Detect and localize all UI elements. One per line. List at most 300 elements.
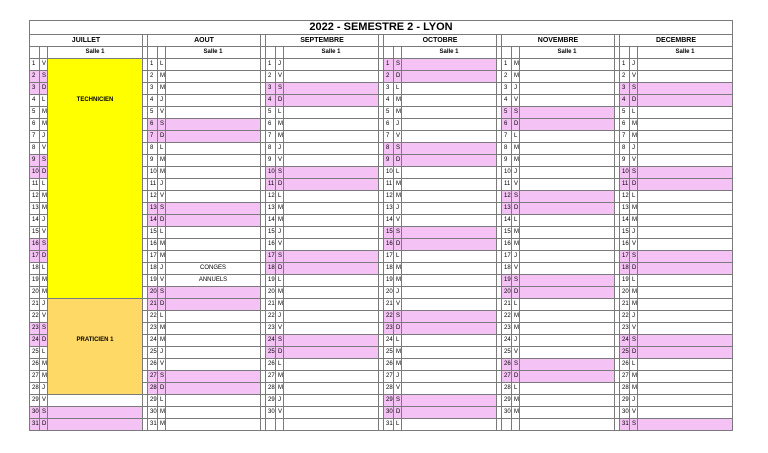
- weekday-letter: V: [40, 311, 48, 323]
- weekday-letter: M: [630, 299, 638, 311]
- day-slot[interactable]: [166, 71, 261, 83]
- weekday-letter: J: [512, 335, 520, 347]
- day-slot[interactable]: [520, 383, 615, 395]
- day-slot[interactable]: [520, 335, 615, 347]
- day-slot[interactable]: [638, 287, 733, 299]
- weekday-letter: M: [276, 287, 284, 299]
- day-slot[interactable]: [638, 83, 733, 95]
- day-slot[interactable]: [284, 83, 379, 95]
- day-slot[interactable]: [638, 203, 733, 215]
- weekday-letter: J: [158, 179, 166, 191]
- day-slot[interactable]: [520, 191, 615, 203]
- day-slot[interactable]: [638, 95, 733, 107]
- event-label: TECHNICIEN: [76, 97, 114, 103]
- day-slot[interactable]: [166, 347, 261, 359]
- day-slot[interactable]: [638, 131, 733, 143]
- day-slot[interactable]: [166, 251, 261, 263]
- weekday-letter: V: [394, 131, 402, 143]
- day-slot[interactable]: [284, 275, 379, 287]
- day-slot[interactable]: [520, 155, 615, 167]
- day-slot[interactable]: [284, 239, 379, 251]
- day-slot[interactable]: [284, 59, 379, 71]
- day-slot[interactable]: [284, 287, 379, 299]
- day-number: 18: [384, 263, 394, 275]
- day-number: 20: [620, 287, 630, 299]
- weekday-letter: V: [276, 239, 284, 251]
- weekday-letter: M: [276, 131, 284, 143]
- day-number: 25: [148, 347, 158, 359]
- weekday-letter: M: [40, 191, 48, 203]
- day-slot[interactable]: [402, 203, 497, 215]
- day-number: 22: [266, 311, 276, 323]
- month-header: OCTOBRE: [384, 35, 497, 47]
- day-slot[interactable]: [402, 395, 497, 407]
- weekday-letter: M: [40, 119, 48, 131]
- day-slot[interactable]: [284, 407, 379, 419]
- day-slot[interactable]: [520, 119, 615, 131]
- day-slot[interactable]: [284, 167, 379, 179]
- room-day-blank: [384, 47, 394, 59]
- day-slot[interactable]: [638, 335, 733, 347]
- day-number: 22: [502, 311, 512, 323]
- weekday-letter: S: [630, 419, 638, 431]
- day-slot[interactable]: [520, 359, 615, 371]
- weekday-letter: J: [630, 311, 638, 323]
- weekday-letter: V: [512, 179, 520, 191]
- day-slot[interactable]: [520, 107, 615, 119]
- day-number: 1: [502, 59, 512, 71]
- weekday-letter: M: [394, 179, 402, 191]
- day-number: 31: [30, 419, 40, 431]
- day-slot[interactable]: [166, 227, 261, 239]
- day-number: 16: [30, 239, 40, 251]
- weekday-letter: L: [158, 395, 166, 407]
- day-slot[interactable]: [166, 83, 261, 95]
- day-number: 30: [30, 407, 40, 419]
- day-slot[interactable]: [402, 335, 497, 347]
- day-slot[interactable]: [402, 359, 497, 371]
- day-slot[interactable]: [638, 71, 733, 83]
- day-slot[interactable]: [638, 299, 733, 311]
- weekday-letter: S: [158, 287, 166, 299]
- day-slot[interactable]: [402, 371, 497, 383]
- day-number: 12: [502, 191, 512, 203]
- day-slot[interactable]: [638, 407, 733, 419]
- day-slot[interactable]: [166, 239, 261, 251]
- day-number: 8: [148, 143, 158, 155]
- day-slot[interactable]: [402, 191, 497, 203]
- day-slot[interactable]: [402, 119, 497, 131]
- day-number: 14: [30, 215, 40, 227]
- weekday-letter: L: [394, 167, 402, 179]
- day-number: 23: [266, 323, 276, 335]
- day-slot[interactable]: [284, 95, 379, 107]
- day-slot[interactable]: [166, 155, 261, 167]
- day-slot[interactable]: [638, 263, 733, 275]
- day-slot[interactable]: [284, 119, 379, 131]
- day-slot[interactable]: [520, 95, 615, 107]
- day-slot[interactable]: [166, 203, 261, 215]
- day-slot[interactable]: [284, 383, 379, 395]
- day-slot[interactable]: [166, 323, 261, 335]
- weekday-letter: M: [158, 155, 166, 167]
- weekday-letter: M: [276, 203, 284, 215]
- day-slot[interactable]: [402, 323, 497, 335]
- weekday-letter: M: [630, 287, 638, 299]
- day-slot[interactable]: [284, 71, 379, 83]
- day-slot[interactable]: [166, 359, 261, 371]
- month-header: SEPTEMBRE: [266, 35, 379, 47]
- day-number: 10: [384, 167, 394, 179]
- day-number: 18: [620, 263, 630, 275]
- day-slot[interactable]: [520, 371, 615, 383]
- day-slot[interactable]: [284, 179, 379, 191]
- day-number: 6: [502, 119, 512, 131]
- day-number: 30: [502, 407, 512, 419]
- day-slot[interactable]: [638, 395, 733, 407]
- day-number: 19: [148, 275, 158, 287]
- day-number: 7: [148, 131, 158, 143]
- day-number: 27: [30, 371, 40, 383]
- day-slot[interactable]: [520, 287, 615, 299]
- weekday-letter: M: [276, 371, 284, 383]
- weekday-letter: M: [630, 383, 638, 395]
- day-slot[interactable]: [638, 371, 733, 383]
- day-slot[interactable]: CONGES: [166, 263, 261, 275]
- day-number: 27: [384, 371, 394, 383]
- weekday-letter: J: [394, 287, 402, 299]
- day-slot[interactable]: [284, 251, 379, 263]
- day-slot[interactable]: [520, 143, 615, 155]
- day-slot[interactable]: [166, 95, 261, 107]
- day-number: 19: [502, 275, 512, 287]
- day-slot[interactable]: [284, 371, 379, 383]
- weekday-letter: M: [512, 239, 520, 251]
- day-slot[interactable]: [638, 347, 733, 359]
- day-slot[interactable]: [402, 107, 497, 119]
- weekday-letter: L: [40, 263, 48, 275]
- day-slot[interactable]: [638, 179, 733, 191]
- day-slot[interactable]: [284, 131, 379, 143]
- day-number: 17: [384, 251, 394, 263]
- day-number: 20: [266, 287, 276, 299]
- day-number: 8: [266, 143, 276, 155]
- day-number: 10: [266, 167, 276, 179]
- day-slot[interactable]: [402, 287, 497, 299]
- day-slot[interactable]: [166, 419, 261, 431]
- day-slot[interactable]: [166, 371, 261, 383]
- day-slot[interactable]: [402, 311, 497, 323]
- weekday-letter: L: [630, 191, 638, 203]
- weekday-letter: S: [512, 359, 520, 371]
- day-slot[interactable]: [166, 107, 261, 119]
- day-slot[interactable]: [638, 251, 733, 263]
- weekday-letter: D: [276, 347, 284, 359]
- day-number: 24: [266, 335, 276, 347]
- weekday-letter: V: [394, 215, 402, 227]
- day-slot[interactable]: [520, 179, 615, 191]
- day-slot[interactable]: [638, 323, 733, 335]
- weekday-letter: V: [40, 59, 48, 71]
- weekday-letter: M: [630, 119, 638, 131]
- day-slot[interactable]: [166, 59, 261, 71]
- weekday-letter: M: [630, 203, 638, 215]
- day-slot[interactable]: [402, 239, 497, 251]
- day-slot[interactable]: [402, 419, 497, 431]
- event-block[interactable]: [48, 299, 143, 395]
- day-slot[interactable]: ANNUELS: [166, 275, 261, 287]
- day-slot[interactable]: [166, 335, 261, 347]
- day-slot[interactable]: [520, 347, 615, 359]
- day-number: 14: [266, 215, 276, 227]
- weekday-letter: V: [40, 395, 48, 407]
- day-slot[interactable]: [520, 299, 615, 311]
- event-block[interactable]: [48, 59, 143, 299]
- day-number: 15: [620, 227, 630, 239]
- day-number: 18: [266, 263, 276, 275]
- day-slot[interactable]: [166, 215, 261, 227]
- room-label: Salle 1: [166, 47, 261, 59]
- day-slot[interactable]: [520, 215, 615, 227]
- day-slot[interactable]: [402, 179, 497, 191]
- room-label: Salle 1: [520, 47, 615, 59]
- day-number: 8: [384, 143, 394, 155]
- day-number: 29: [266, 395, 276, 407]
- day-slot[interactable]: [520, 251, 615, 263]
- day-slot[interactable]: [402, 83, 497, 95]
- weekday-letter: J: [276, 143, 284, 155]
- day-number: 25: [620, 347, 630, 359]
- weekday-letter: D: [158, 131, 166, 143]
- day-slot[interactable]: [166, 311, 261, 323]
- weekday-letter: S: [276, 251, 284, 263]
- day-slot[interactable]: [638, 59, 733, 71]
- day-slot[interactable]: [402, 71, 497, 83]
- day-slot[interactable]: [402, 215, 497, 227]
- day-slot[interactable]: [166, 407, 261, 419]
- weekday-letter: S: [630, 335, 638, 347]
- weekday-letter: S: [630, 251, 638, 263]
- day-slot[interactable]: [638, 155, 733, 167]
- day-slot[interactable]: [48, 395, 143, 407]
- day-number: 26: [384, 359, 394, 371]
- day-slot[interactable]: [284, 107, 379, 119]
- day-slot[interactable]: [166, 287, 261, 299]
- weekday-letter: M: [394, 191, 402, 203]
- day-slot[interactable]: [284, 335, 379, 347]
- day-slot[interactable]: [166, 191, 261, 203]
- day-number: 10: [502, 167, 512, 179]
- day-slot[interactable]: [402, 347, 497, 359]
- day-slot[interactable]: [520, 311, 615, 323]
- day-number: 21: [266, 299, 276, 311]
- weekday-letter: J: [630, 227, 638, 239]
- weekday-letter: M: [276, 215, 284, 227]
- day-number: 17: [30, 251, 40, 263]
- day-number: 27: [502, 371, 512, 383]
- day-slot[interactable]: [402, 155, 497, 167]
- day-slot[interactable]: [284, 143, 379, 155]
- weekday-letter: M: [512, 323, 520, 335]
- day-number: 9: [266, 155, 276, 167]
- day-slot[interactable]: [402, 407, 497, 419]
- weekday-letter: V: [276, 71, 284, 83]
- weekday-letter: S: [394, 227, 402, 239]
- weekday-letter: V: [630, 71, 638, 83]
- day-number: 26: [148, 359, 158, 371]
- day-slot[interactable]: [638, 191, 733, 203]
- weekday-letter: S: [40, 155, 48, 167]
- weekday-letter: J: [40, 131, 48, 143]
- day-slot[interactable]: [284, 359, 379, 371]
- day-slot[interactable]: [638, 215, 733, 227]
- day-slot[interactable]: [638, 143, 733, 155]
- day-number: 26: [266, 359, 276, 371]
- day-number: 11: [620, 179, 630, 191]
- day-slot[interactable]: [520, 167, 615, 179]
- day-slot[interactable]: [166, 143, 261, 155]
- day-slot[interactable]: [284, 263, 379, 275]
- day-slot[interactable]: [638, 227, 733, 239]
- day-slot[interactable]: [402, 59, 497, 71]
- day-slot[interactable]: [166, 395, 261, 407]
- day-slot[interactable]: [284, 323, 379, 335]
- day-slot[interactable]: [520, 59, 615, 71]
- weekday-letter: D: [630, 95, 638, 107]
- weekday-letter: J: [394, 371, 402, 383]
- day-slot[interactable]: [48, 419, 143, 431]
- weekday-letter: M: [158, 167, 166, 179]
- day-number: 17: [502, 251, 512, 263]
- day-slot[interactable]: [520, 203, 615, 215]
- weekday-letter: D: [276, 263, 284, 275]
- day-number: 6: [266, 119, 276, 131]
- day-number: 30: [620, 407, 630, 419]
- day-slot[interactable]: [402, 143, 497, 155]
- day-number: 21: [30, 299, 40, 311]
- empty-cell: [502, 419, 512, 431]
- day-slot[interactable]: [402, 227, 497, 239]
- day-slot[interactable]: [638, 239, 733, 251]
- day-number: 13: [384, 203, 394, 215]
- day-slot[interactable]: [284, 191, 379, 203]
- day-slot[interactable]: [402, 383, 497, 395]
- weekday-letter: S: [40, 323, 48, 335]
- day-slot[interactable]: [402, 167, 497, 179]
- weekday-letter: D: [40, 251, 48, 263]
- day-slot[interactable]: [638, 107, 733, 119]
- weekday-letter: V: [158, 191, 166, 203]
- day-number: 22: [384, 311, 394, 323]
- day-slot[interactable]: [284, 203, 379, 215]
- day-slot[interactable]: [520, 239, 615, 251]
- weekday-letter: J: [40, 383, 48, 395]
- day-slot[interactable]: [284, 347, 379, 359]
- weekday-letter: S: [394, 143, 402, 155]
- day-number: 29: [620, 395, 630, 407]
- day-slot[interactable]: [166, 131, 261, 143]
- day-slot[interactable]: [520, 83, 615, 95]
- room-day-blank: [502, 47, 512, 59]
- day-slot[interactable]: [520, 407, 615, 419]
- day-slot[interactable]: [638, 383, 733, 395]
- weekday-letter: S: [40, 71, 48, 83]
- day-number: 28: [502, 383, 512, 395]
- day-number: 13: [502, 203, 512, 215]
- day-number: 5: [502, 107, 512, 119]
- day-slot[interactable]: [48, 407, 143, 419]
- day-slot[interactable]: [520, 275, 615, 287]
- day-slot[interactable]: [638, 275, 733, 287]
- day-number: 2: [266, 71, 276, 83]
- day-slot[interactable]: [166, 179, 261, 191]
- day-slot[interactable]: [638, 119, 733, 131]
- day-number: 24: [30, 335, 40, 347]
- weekday-letter: M: [276, 119, 284, 131]
- day-slot[interactable]: [284, 155, 379, 167]
- weekday-letter: S: [276, 83, 284, 95]
- day-slot[interactable]: [638, 359, 733, 371]
- day-slot[interactable]: [284, 311, 379, 323]
- day-number: 4: [266, 95, 276, 107]
- day-number: 14: [148, 215, 158, 227]
- calendar-sheet: [29, 20, 733, 431]
- day-slot[interactable]: [402, 251, 497, 263]
- day-slot[interactable]: [402, 131, 497, 143]
- day-slot[interactable]: [284, 215, 379, 227]
- weekday-letter: V: [40, 143, 48, 155]
- weekday-letter: V: [158, 275, 166, 287]
- day-slot[interactable]: [520, 263, 615, 275]
- day-number: 26: [30, 359, 40, 371]
- day-number: 27: [620, 371, 630, 383]
- weekday-letter: M: [630, 215, 638, 227]
- day-slot[interactable]: [520, 323, 615, 335]
- day-slot[interactable]: [520, 395, 615, 407]
- day-number: 15: [30, 227, 40, 239]
- weekday-letter: V: [158, 107, 166, 119]
- weekday-letter: S: [276, 167, 284, 179]
- weekday-letter: L: [512, 383, 520, 395]
- day-slot[interactable]: [638, 419, 733, 431]
- day-slot[interactable]: [402, 95, 497, 107]
- weekday-letter: M: [158, 419, 166, 431]
- day-slot[interactable]: [638, 167, 733, 179]
- day-slot[interactable]: [520, 227, 615, 239]
- day-slot[interactable]: [166, 383, 261, 395]
- weekday-letter: M: [40, 287, 48, 299]
- day-slot[interactable]: [166, 299, 261, 311]
- day-slot[interactable]: [402, 275, 497, 287]
- day-slot[interactable]: [402, 263, 497, 275]
- weekday-letter: L: [394, 335, 402, 347]
- weekday-letter: D: [512, 371, 520, 383]
- day-slot[interactable]: [166, 167, 261, 179]
- day-slot[interactable]: [520, 131, 615, 143]
- day-slot[interactable]: [284, 227, 379, 239]
- day-number: 10: [30, 167, 40, 179]
- day-slot[interactable]: [166, 119, 261, 131]
- day-slot[interactable]: [402, 299, 497, 311]
- weekday-letter: D: [40, 335, 48, 347]
- day-slot[interactable]: [638, 311, 733, 323]
- day-slot[interactable]: [284, 395, 379, 407]
- day-slot[interactable]: [284, 299, 379, 311]
- day-number: 1: [620, 59, 630, 71]
- day-number: 16: [148, 239, 158, 251]
- day-slot[interactable]: [520, 71, 615, 83]
- weekday-letter: S: [158, 119, 166, 131]
